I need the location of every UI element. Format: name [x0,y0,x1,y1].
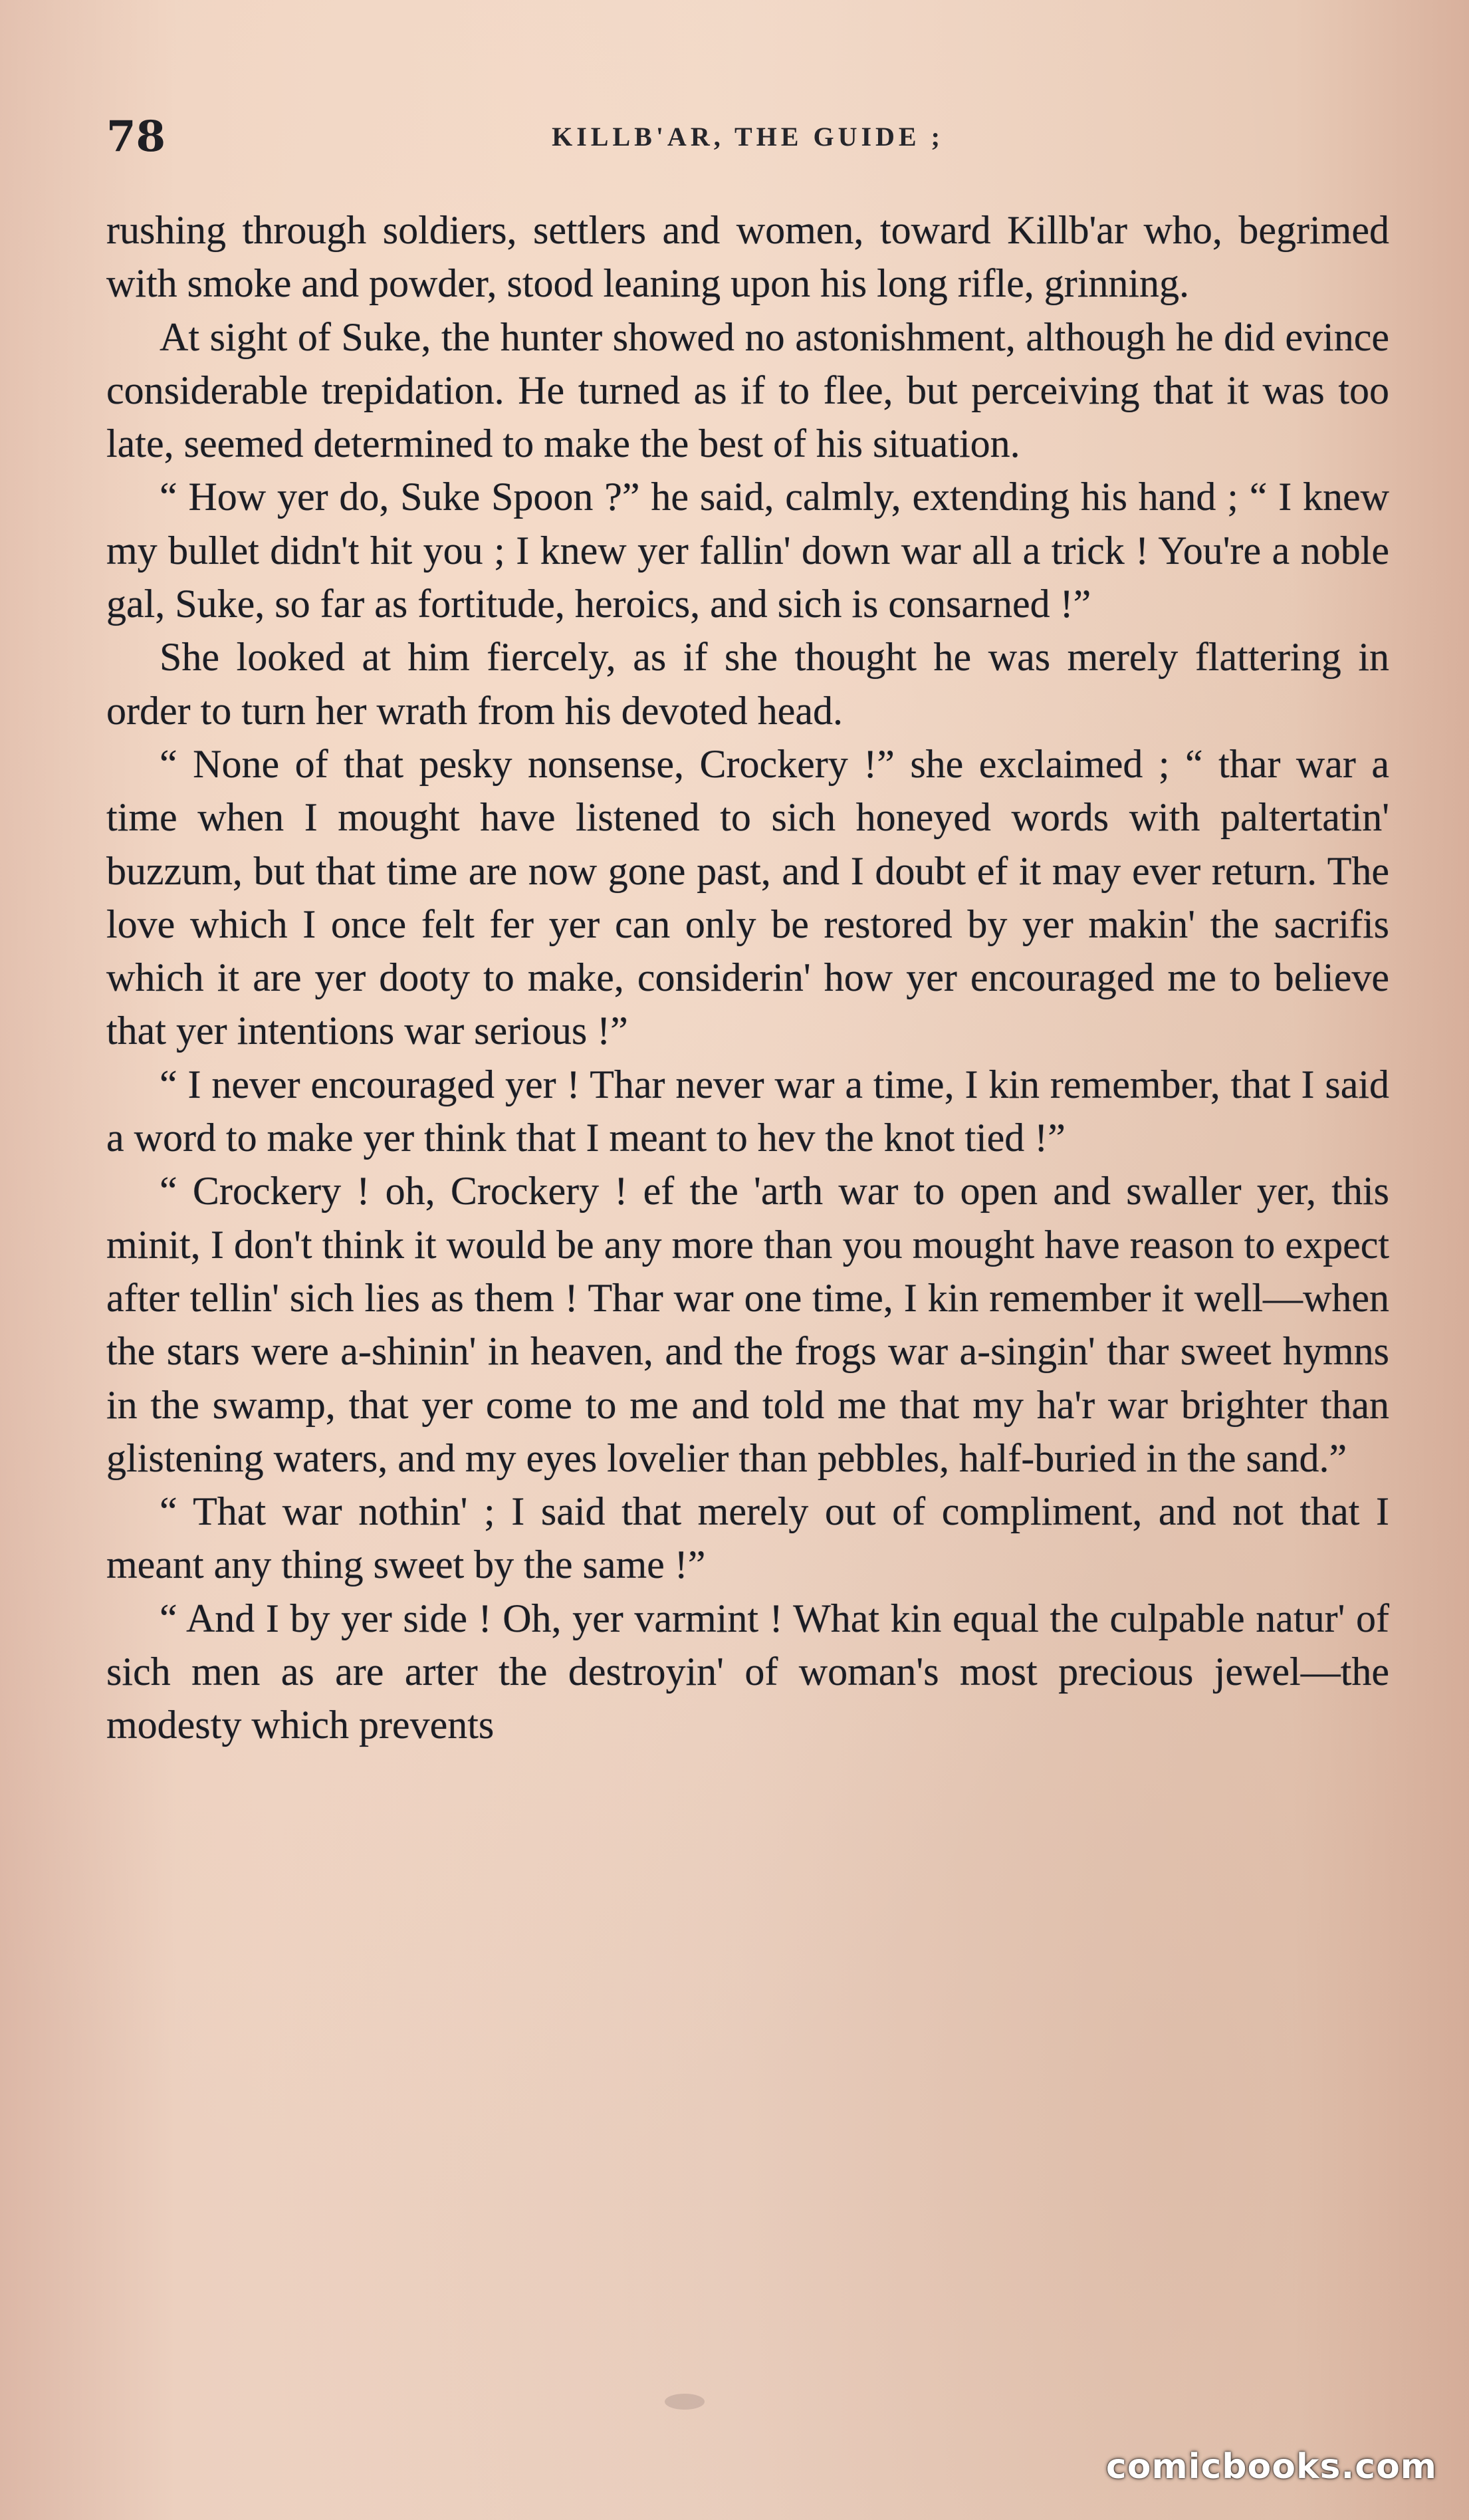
ink-smudge [665,2394,705,2410]
page-number: 78 [106,112,166,162]
paragraph: “ And I by yer side ! Oh, yer varmint ! What kin equal the culpable natur' of sich men as are arter the destroyin' of woman's most precious jewel—the modesty which prevents [106,1596,1389,1747]
paragraph: “ How yer do, Suke Spoon ?” he said, calmly, extending his hand ; “ I knew my bullet didn't hit you ; I knew yer fallin' down war all a trick ! You're a noble gal, Suke, so far as fortitude, heroics, and sich is consarned !” [106,475,1389,626]
paragraph: “ I never encouraged yer ! Thar never war a time, I kin remember, that I said a word to make yer think that I meant to hev the knot tied !” [106,1062,1389,1160]
paragraph: “ Crockery ! oh, Crockery ! ef the 'arth war to open and swaller yer, this minit, I don't think it would be any more than you mought have reason to expect after tellin' sich lies as them ! Thar war one time, I kin remember it well—when the stars were a-shinin' in heaven, and the frogs war a-singin' thar sweet hymns in the swamp, that yer come to me and told me that my ha'r war brighter than glistening waters, and my eyes lovelier than pebbles, half-buried in the sand.” [106,1169,1389,1480]
running-head [106,106,1389,166]
paragraph: “ None of that pesky nonsense, Crockery !” she exclaimed ; “ thar war a time when I mought have listened to sich honeyed words with paltertatin' buzzum, but that time are now gone past, and I doubt ef it may ever return. The love which I once felt fer yer can only be restored by yer makin' the sacrifis which it are yer dooty to make, considerin' how yer encouraged me to believe that yer intentions war serious !” [106,741,1389,1053]
body-text [106,203,1389,1752]
paragraph: She looked at him fiercely, as if she thought he was merely flattering in order to turn her wrath from his devoted head. [106,635,1389,733]
paragraph: rushing through soldiers, settlers and women, toward Killb'ar who, begrimed with smoke and powder, stood leaning upon his long rifle, grinning. [106,208,1389,306]
site-watermark: comicbooks.com [1105,2447,1437,2487]
running-title: KILLB'AR, THE GUIDE ; [552,122,944,152]
paragraph: At sight of Suke, the hunter showed no astonishment, although he did evince considerable trepidation. He turned as if to flee, but perceiving that it was too late, seemed determined to make the best of his situation. [106,315,1389,466]
paragraph: “ That war nothin' ; I said that merely out of compliment, and not that I meant any thing sweet by the same !” [106,1489,1389,1587]
